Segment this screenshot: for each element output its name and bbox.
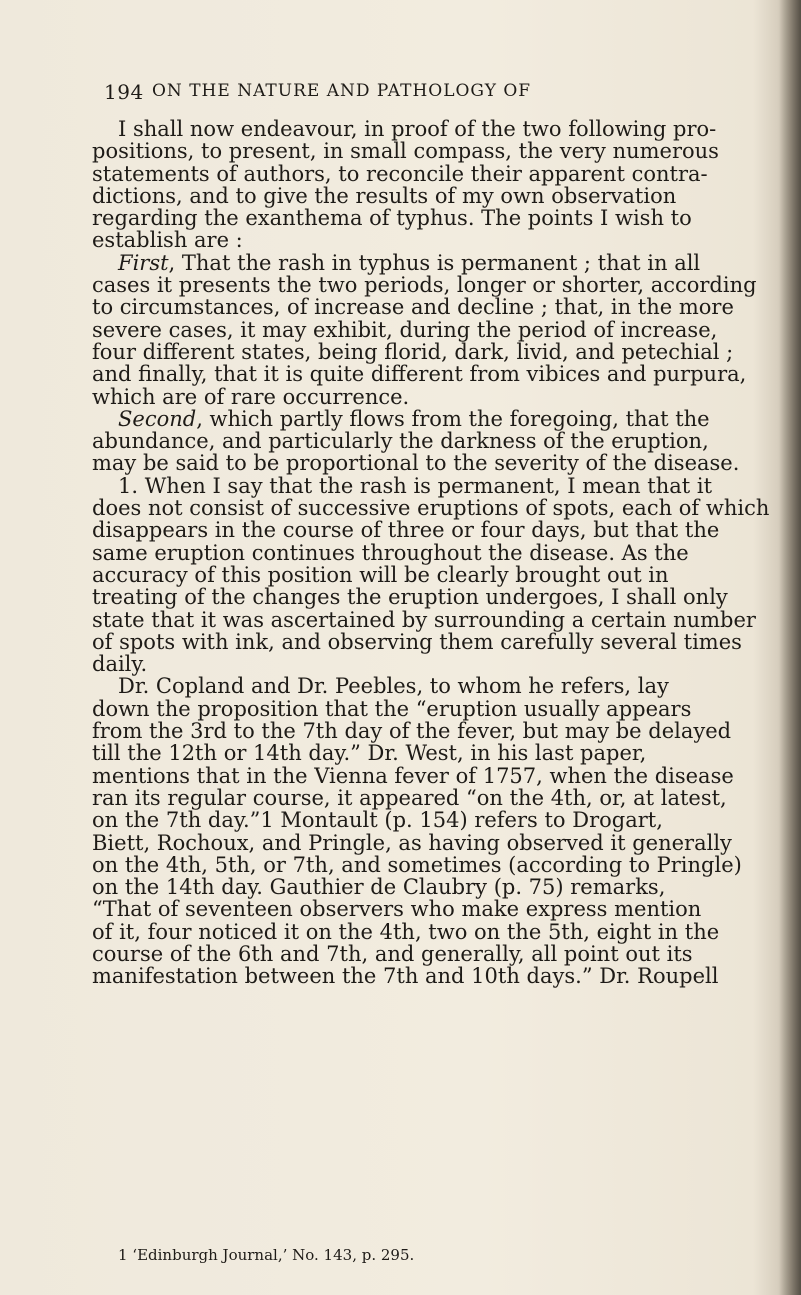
text-line: ran its regular course, it appeared “on the 4th, or, at latest, (92, 785, 727, 810)
text-line: I shall now endeavour, in proof of the two following pro- (118, 117, 717, 141)
text-line: establish are : (92, 228, 243, 253)
text-line-first-point: First, That the rash in typhus is permanent ; that in all (118, 250, 701, 275)
text-line: 1. When I say that the rash is permanent, I mean that it (118, 473, 713, 498)
text-line: disappears in the course of three or four days, but that the (92, 518, 720, 543)
text-line: on the 14th day. Gauthier de Claubry (p. 75) remarks, (92, 875, 666, 900)
text-line: Biett, Rochoux, and Pringle, as having observed it generally (92, 830, 732, 855)
text-line: cases it presents the two periods, longer or shorter, according (92, 273, 757, 298)
text-line: dictions, and to give the results of my own observation (92, 183, 677, 208)
text-line: regarding the exanthema of typhus. The points I wish to (92, 206, 692, 231)
text-line-second-point: Second, which partly flows from the foregoing, that the (118, 406, 710, 431)
page-edge-shadow (779, 0, 801, 1295)
text-line: same eruption continues throughout the disease. As the (92, 540, 689, 565)
text-line: of spots with ink, and observing them carefully several times (92, 629, 742, 654)
text-line: on the 4th, 5th, or 7th, and sometimes (according to Pringle) (92, 852, 742, 877)
text-line: on the 7th day.”1 Montault (p. 154) refers to Drogart, (92, 808, 663, 833)
text-line: of it, four noticed it on the 4th, two on the 5th, eight in the (92, 919, 720, 944)
text-line: four different states, being florid, dark, livid, and petechial ; (92, 339, 734, 364)
page-number: 194 (104, 80, 144, 104)
text-line: to circumstances, of increase and decline ; that, in the more (92, 295, 734, 320)
text-line: from the 3rd to the 7th day of the fever, but may be delayed (92, 719, 732, 744)
text-line: severe cases, it may exhibit, during the period of increase, (92, 317, 718, 342)
text-line: abundance, and particularly the darkness of the eruption, (92, 429, 709, 454)
text-line: statements of authors, to reconcile their apparent contra- (92, 161, 708, 186)
text-line: which are of rare occurrence. (92, 384, 410, 409)
text-line: treating of the changes the eruption undergoes, I shall only (92, 585, 728, 610)
text-line: may be said to be proportional to the severity of the disease. (92, 451, 740, 476)
text-line: accuracy of this position will be clearly brought out in (92, 562, 669, 587)
text-line: till the 12th or 14th day.” Dr. West, in his last paper, (92, 741, 647, 766)
page-header (104, 80, 764, 110)
text-line: daily. (92, 652, 148, 677)
text-line: course of the 6th and 7th, and generally, all point out its (92, 941, 693, 966)
text-line: Dr. Copland and Dr. Peebles, to whom he refers, lay (118, 674, 669, 699)
footnote: 1 ‘Edinburgh Journal,’ No. 143, p. 295. (118, 1246, 415, 1264)
text-line: “That of seventeen observers who make express mention (92, 897, 702, 922)
text-line: does not consist of successive eruptions of spots, each of which (92, 496, 770, 521)
text-line: and finally, that it is quite different from vibices and purpura, (92, 362, 747, 387)
text-line: manifestation between the 7th and 10th days.” Dr. Roupell (92, 964, 719, 989)
text-line: down the proposition that the “eruption usually appears (92, 696, 692, 721)
running-head: ON THE NATURE AND PATHOLOGY OF (152, 81, 532, 101)
text-line: mentions that in the Vienna fever of 1757, when the disease (92, 763, 734, 788)
body-text (92, 118, 778, 988)
text-line: positions, to present, in small compass, the very numerous (92, 139, 719, 164)
text-line: state that it was ascertained by surrounding a certain number (92, 607, 756, 632)
